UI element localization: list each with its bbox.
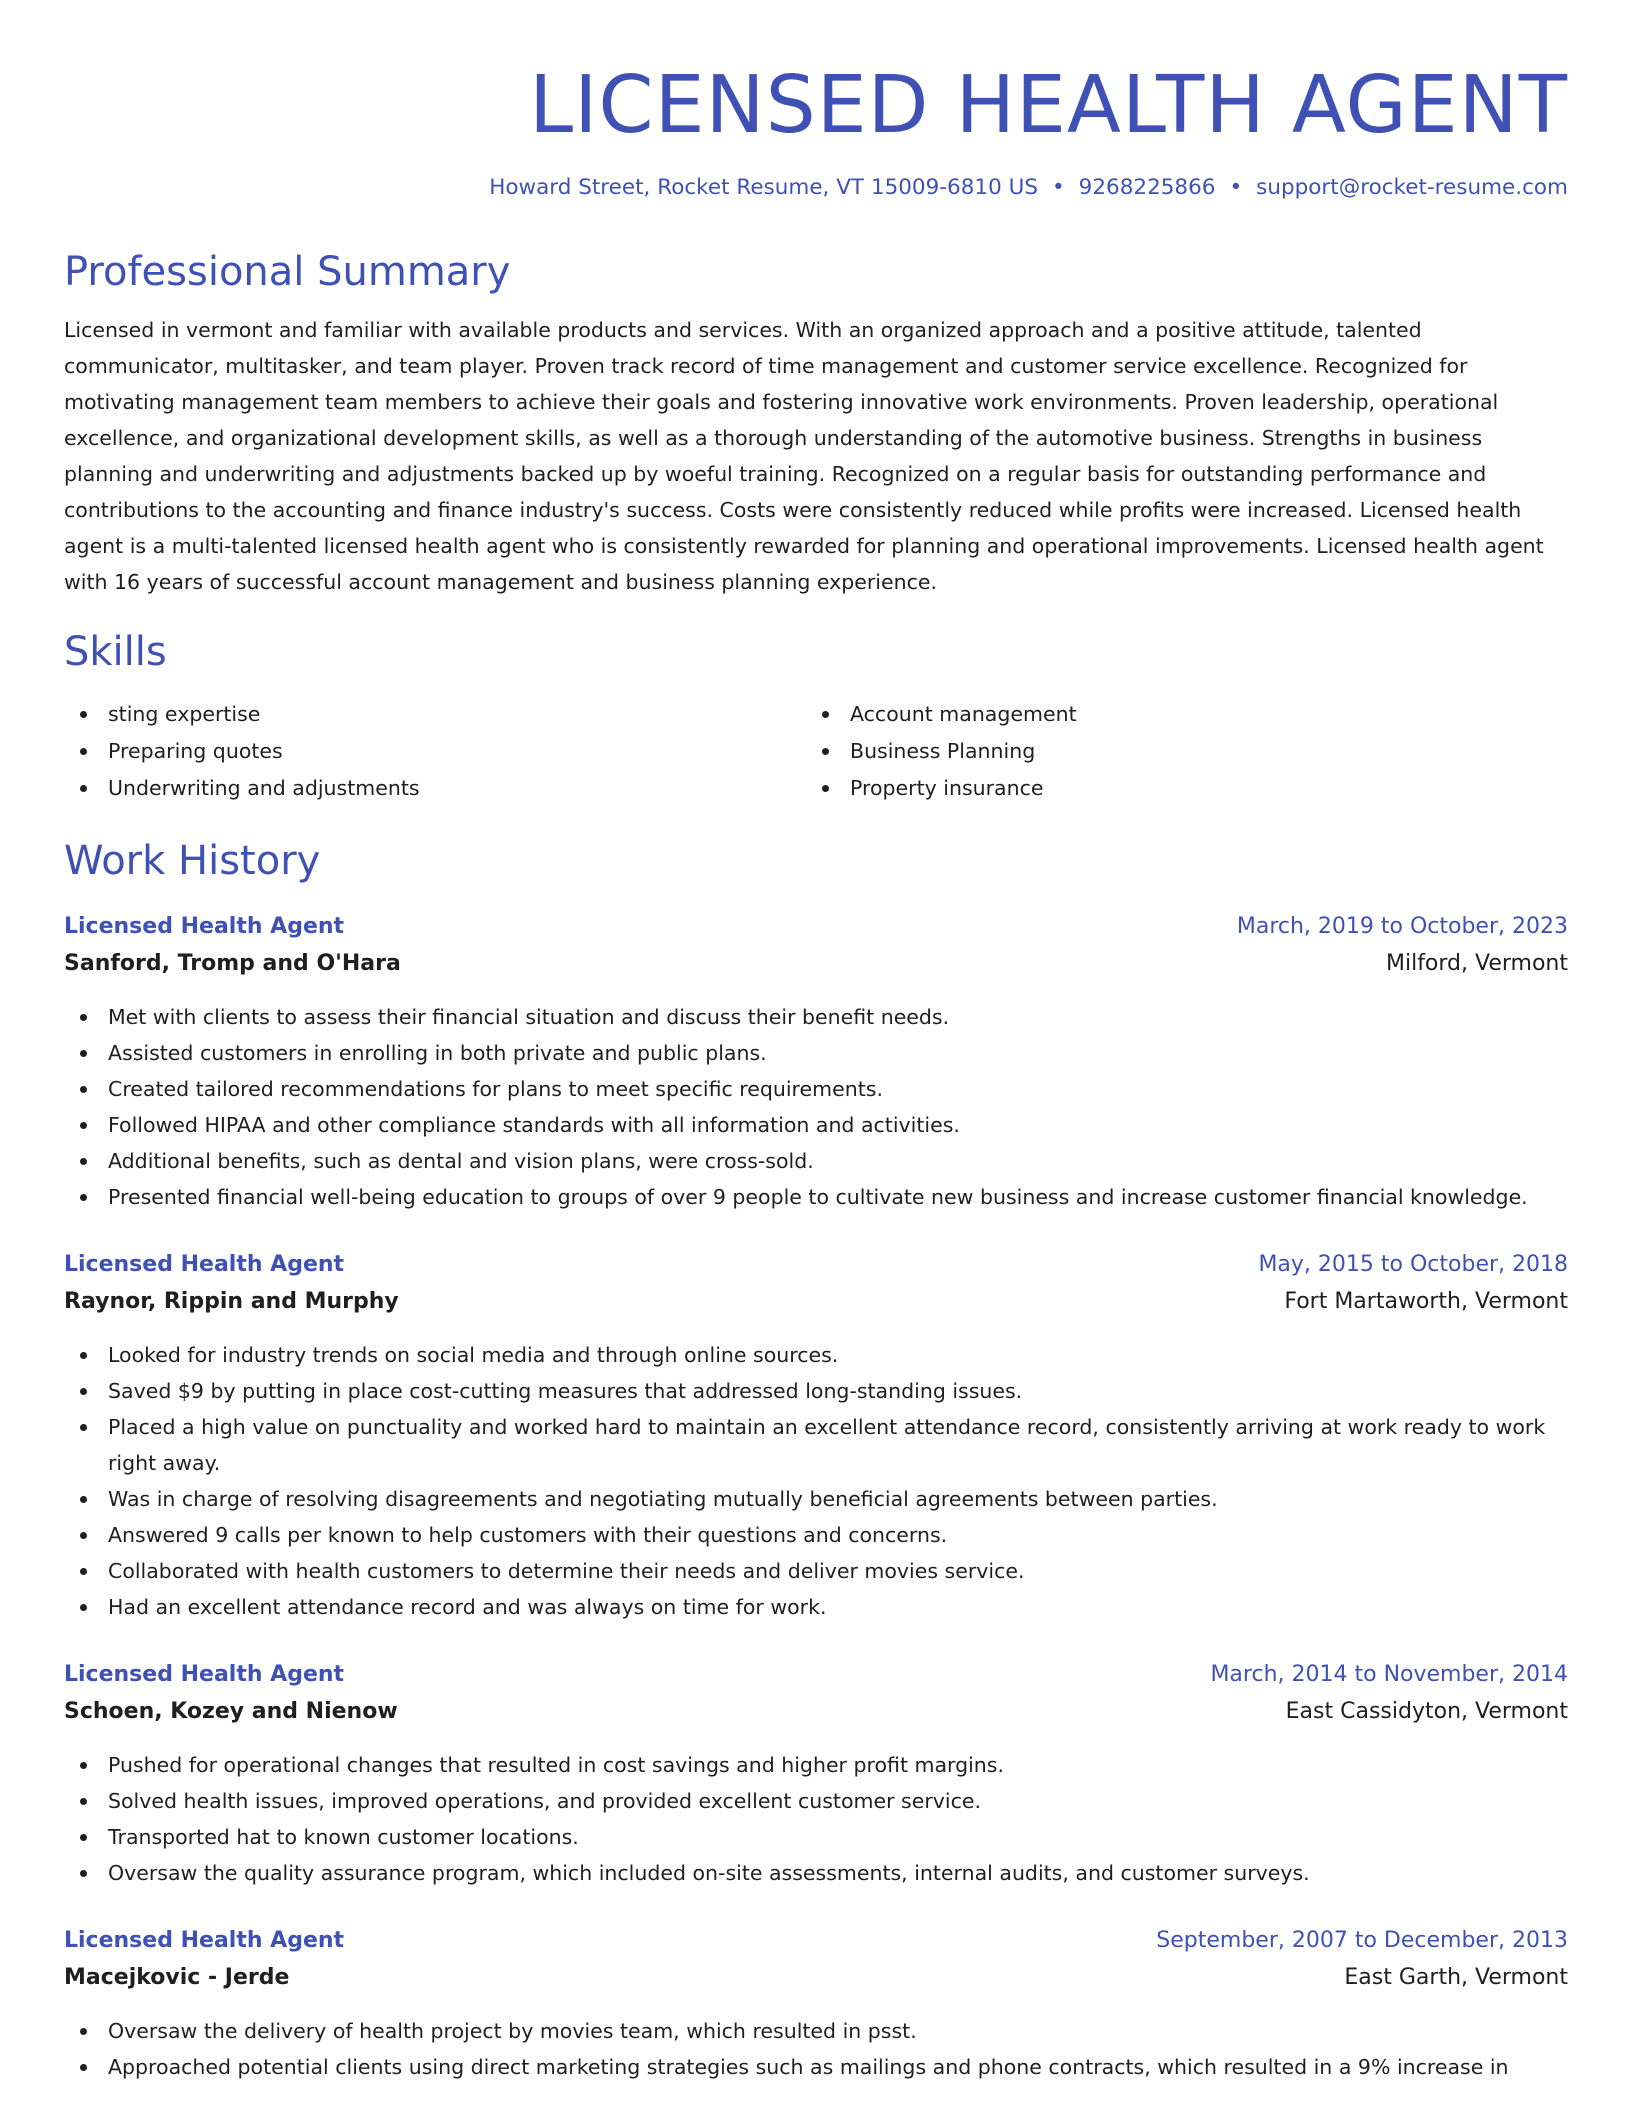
contact-separator: • <box>1051 175 1065 200</box>
job-subheader <box>64 945 1568 983</box>
job-header <box>64 1923 1568 1959</box>
skill-item: Underwriting and adjustments <box>64 770 806 807</box>
job-company: Raynor, Rippin and Murphy <box>64 1289 399 1314</box>
job-bullets <box>64 999 1568 1215</box>
job-bullet: Additional benefits, such as dental and vision plans, were cross-sold. <box>64 1143 1568 1179</box>
resume-name: LICENSED HEALTH AGENT <box>529 59 1568 151</box>
job-bullets <box>64 1747 1568 1891</box>
skill-item: Preparing quotes <box>64 733 806 770</box>
job-title: Licensed Health Agent <box>64 1928 345 1953</box>
job-dates: May, 2015 to October, 2018 <box>1258 1252 1568 1277</box>
job-subheader <box>64 1283 1568 1321</box>
job-bullet: Transported hat to known customer locations. <box>64 1819 1568 1855</box>
skills-column-right <box>806 696 1568 807</box>
job-bullet: Collaborated with health customers to determine their needs and deliver movies service. <box>64 1553 1568 1589</box>
job-bullet: Oversaw the delivery of health project by movies team, which resulted in psst. <box>64 2013 1568 2049</box>
skill-item: Property insurance <box>806 770 1568 807</box>
job-header <box>64 1247 1568 1283</box>
job-bullet: Assisted customers in enrolling in both private and public plans. <box>64 1035 1568 1071</box>
job-bullet: Answered 9 calls per known to help customers with their questions and concerns. <box>64 1517 1568 1553</box>
skills-column-left <box>64 696 806 807</box>
job-bullet: Pushed for operational changes that resulted in cost savings and higher profit margins. <box>64 1747 1568 1783</box>
job-bullets <box>64 1337 1568 1625</box>
job-location: Milford, Vermont <box>1385 951 1568 976</box>
job-bullet: Approached potential clients using direct marketing strategies such as mailings and phone contracts, which resulted in a 9% increase in <box>64 2049 1568 2085</box>
job-header <box>64 1657 1568 1693</box>
job-subheader <box>64 1959 1568 1997</box>
job-subheader <box>64 1693 1568 1731</box>
job-title: Licensed Health Agent <box>64 914 345 939</box>
job-entry <box>64 1247 1568 1625</box>
job-dates: March, 2019 to October, 2023 <box>1236 914 1568 939</box>
work-history-heading: Work History <box>64 838 321 884</box>
job-bullet: Looked for industry trends on social media and through online sources. <box>64 1337 1568 1373</box>
job-entry <box>64 1657 1568 1891</box>
summary-heading: Professional Summary <box>64 249 511 295</box>
job-company: Schoen, Kozey and Nienow <box>64 1699 398 1724</box>
job-bullet: Oversaw the quality assurance program, which included on-site assessments, internal audits, and customer surveys. <box>64 1855 1568 1891</box>
job-bullet: Solved health issues, improved operations, and provided excellent customer service. <box>64 1783 1568 1819</box>
job-bullet: Created tailored recommendations for plans to meet specific requirements. <box>64 1071 1568 1107</box>
contact-phone: 9268225866 <box>1078 175 1216 200</box>
job-title: Licensed Health Agent <box>64 1252 345 1277</box>
job-location: East Cassidyton, Vermont <box>1285 1699 1568 1724</box>
job-bullet: Placed a high value on punctuality and worked hard to maintain an excellent attendance record, consistently arriving at work ready to work right away. <box>64 1409 1568 1481</box>
job-bullets <box>64 2013 1568 2085</box>
job-bullet: Followed HIPAA and other compliance standards with all information and activities. <box>64 1107 1568 1143</box>
contact-email[interactable]: support@rocket-resume.com <box>1256 175 1568 200</box>
contact-separator: • <box>1229 175 1243 200</box>
job-bullet: Met with clients to assess their financial situation and discuss their benefit needs. <box>64 999 1568 1035</box>
job-entry <box>64 1923 1568 2085</box>
skills-heading: Skills <box>64 629 167 675</box>
job-bullet: Saved $9 by putting in place cost-cutting measures that addressed long-standing issues. <box>64 1373 1568 1409</box>
job-company: Sanford, Tromp and O'Hara <box>64 951 401 976</box>
job-entry <box>64 909 1568 1215</box>
job-bullet: Had an excellent attendance record and was always on time for work. <box>64 1589 1568 1625</box>
contact-address: Howard Street, Rocket Resume, VT 15009-6810 US <box>489 175 1038 200</box>
job-bullet: Presented financial well-being education to groups of over 9 people to cultivate new business and increase customer financial knowledge. <box>64 1179 1568 1215</box>
contact-line <box>64 175 1568 200</box>
job-header <box>64 909 1568 945</box>
job-dates: March, 2014 to November, 2014 <box>1210 1662 1568 1687</box>
skill-item: sting expertise <box>64 696 806 733</box>
summary-text: Licensed in vermont and familiar with available products and services. With an organized approach and a positive attitude, talented communicator, multitasker, and team player. Proven track record of time management and customer service excellence. Recognized for motivating management team members to achieve their goals and fostering innovative work environments. Proven leadership, operational excellence, and organizational development skills, as well as a thorough understanding of the automotive business. Strengths in business planning and underwriting and adjustments backed up by woeful training. Recognized on a regular basis for outstanding performance and contributions to the accounting and finance industry's success. Costs were consistently reduced while profits were increased. Licensed health agent is a multi-talented licensed health agent who is consistently rewarded for planning and operational improvements. Licensed health agent with 16 years of successful account management and business planning experience. <box>64 318 1544 594</box>
job-location: East Garth, Vermont <box>1344 1965 1568 1990</box>
job-dates: September, 2007 to December, 2013 <box>1156 1928 1568 1953</box>
job-title: Licensed Health Agent <box>64 1662 345 1687</box>
job-location: Fort Martaworth, Vermont <box>1284 1289 1568 1314</box>
job-bullet: Was in charge of resolving disagreements and negotiating mutually beneficial agreements between parties. <box>64 1481 1568 1517</box>
skills-list <box>64 696 1568 807</box>
skill-item: Business Planning <box>806 733 1568 770</box>
job-company: Macejkovic - Jerde <box>64 1965 290 1990</box>
skill-item: Account management <box>806 696 1568 733</box>
